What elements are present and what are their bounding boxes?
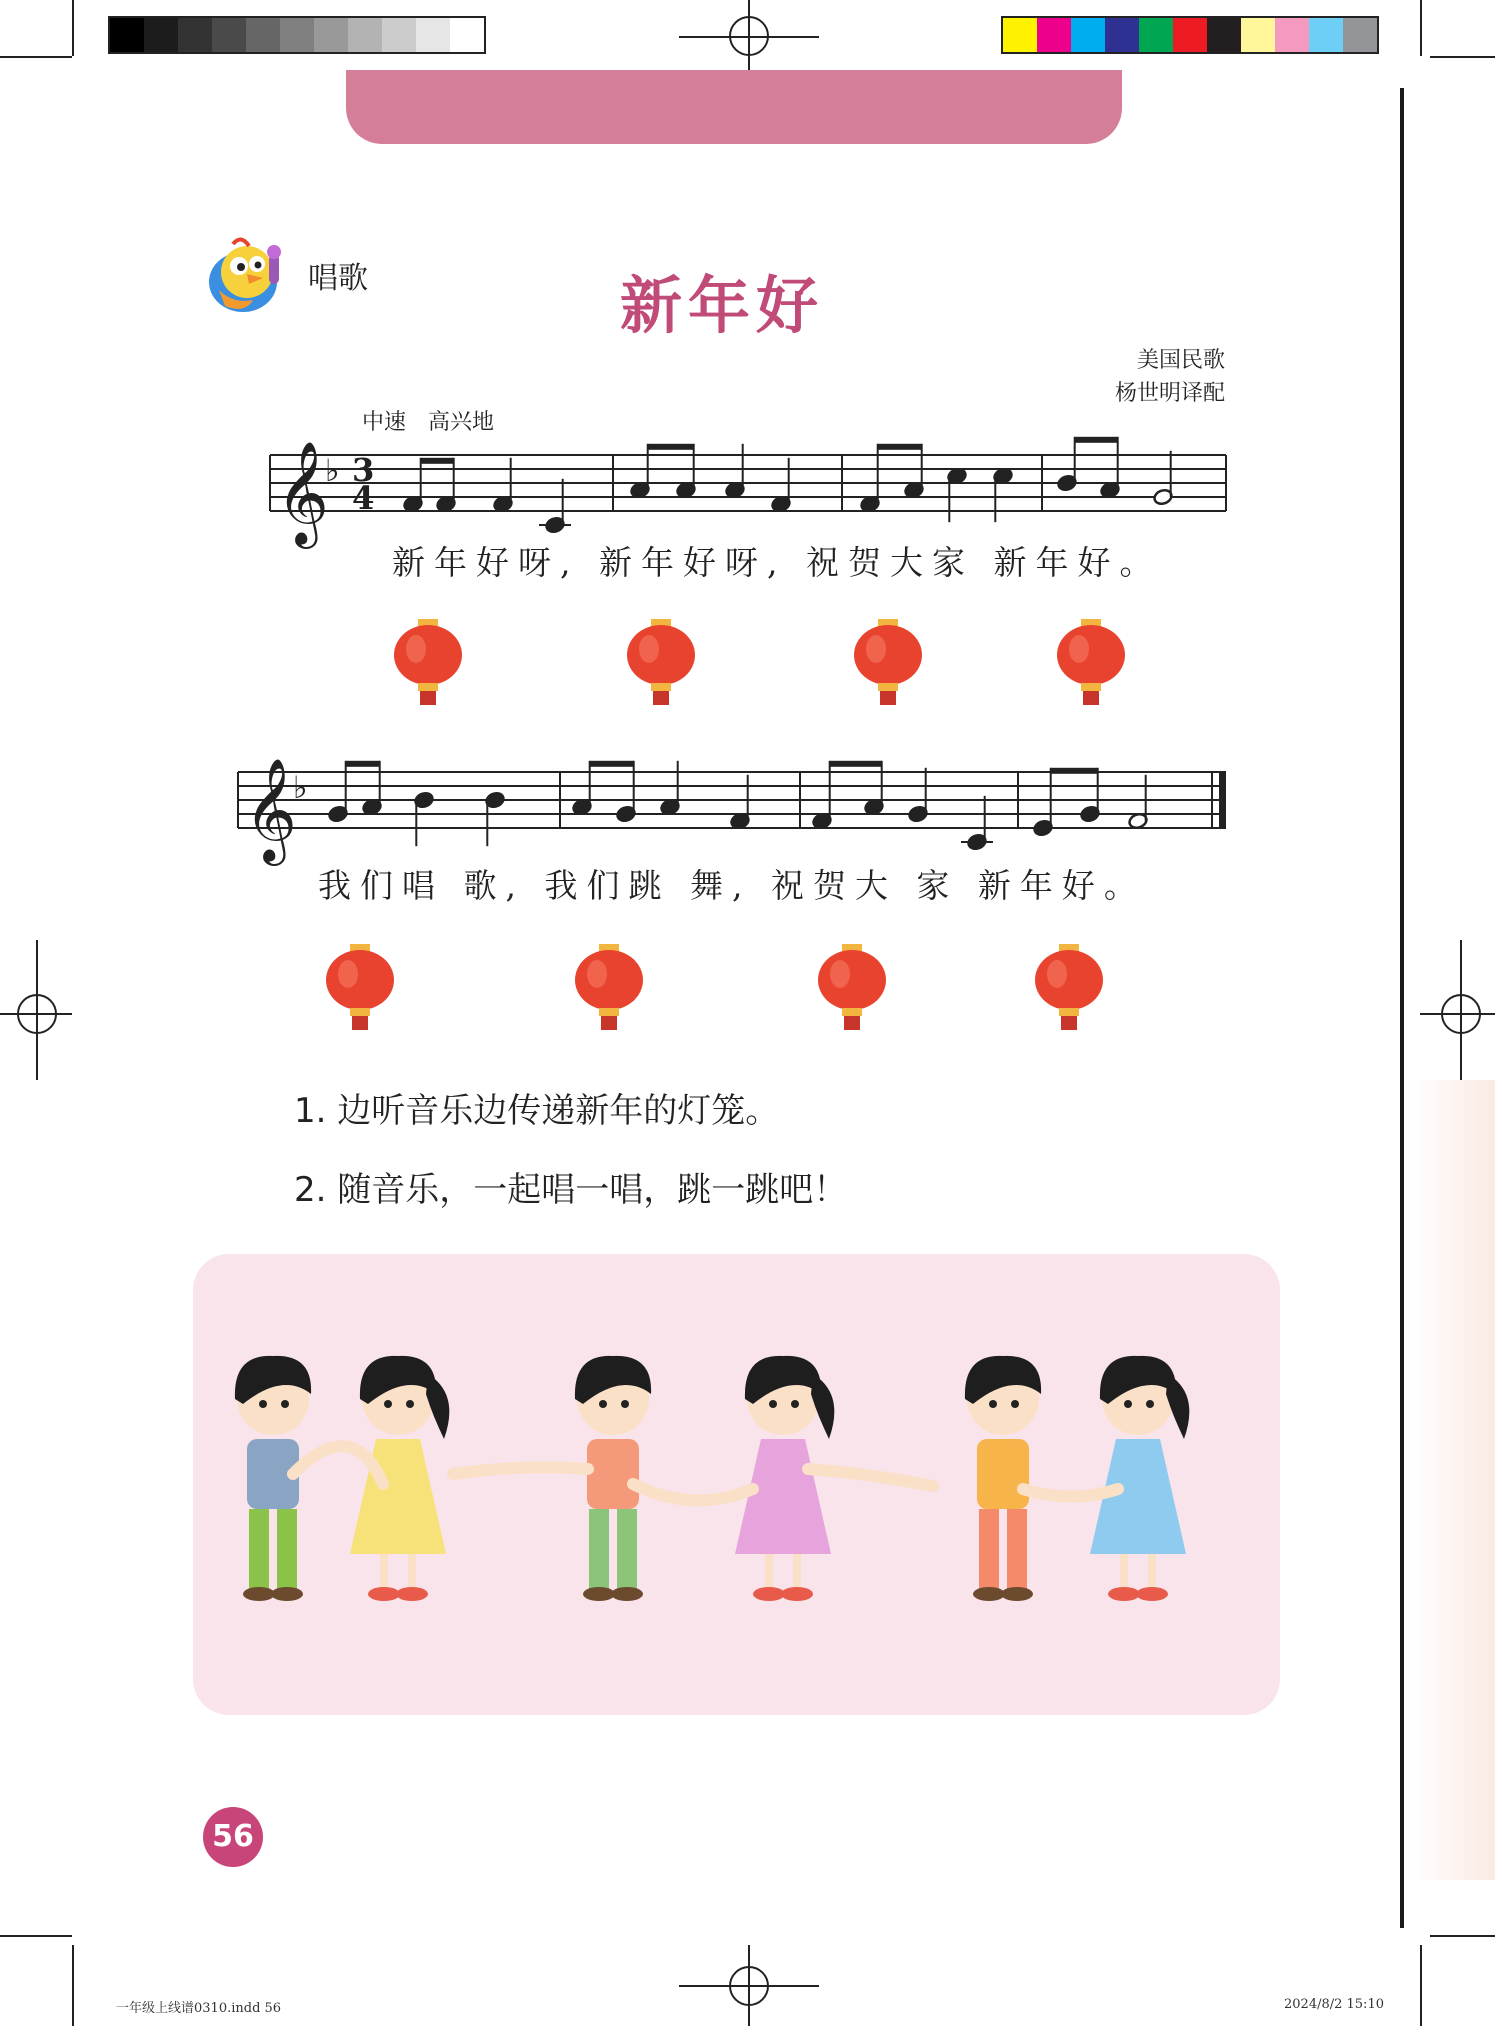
note-beam (346, 761, 380, 767)
music-staff-line-2 (0, 0, 1495, 880)
registration-mark-line (1460, 940, 1462, 1080)
tempo-marking: 中速 高兴地 (362, 410, 495, 435)
treble-clef: 𝄞 (276, 441, 329, 545)
time-signature-bottom: 4 (352, 479, 375, 517)
time-signature-top: 3 (352, 451, 375, 489)
registration-mark-line (748, 1945, 750, 2026)
lantern-icon (392, 617, 464, 707)
lantern-icon (852, 617, 924, 707)
lantern-icon (573, 942, 645, 1032)
credit-origin: 美国民歌 (1136, 348, 1225, 373)
note-beam (590, 761, 634, 767)
joined-arms (633, 1484, 753, 1500)
flat-key-signature: ♭ (293, 770, 308, 806)
outstretched-arm (808, 1469, 933, 1486)
registration-mark-line (36, 940, 38, 1080)
children-dancing-illustration (193, 1254, 1280, 1715)
note-beam (830, 761, 882, 767)
flat-key-signature: ♭ (325, 453, 340, 489)
outstretched-arm (453, 1467, 588, 1474)
lantern-icon (816, 942, 888, 1032)
song-title: 新年好 (620, 269, 825, 342)
lantern-icon (625, 617, 697, 707)
lantern-icon (324, 942, 396, 1032)
note-beam (1051, 768, 1098, 774)
boy-figure (965, 1356, 1041, 1601)
lyrics-line-2: 我们唱 歌, 我们跳 舞, 祝贺大 家 新年好。 (318, 866, 1146, 905)
lantern-icon (1033, 942, 1105, 1032)
final-bar-thick (1219, 772, 1226, 828)
girl-figure (735, 1356, 834, 1601)
instruction-2: 2. 随音乐，一起唱一唱，跳一跳吧！ (294, 1170, 848, 1210)
footer-file-label: 一年级上线谱0310.indd 56 (116, 2001, 282, 2016)
credit-translator: 杨世明译配 (1114, 381, 1225, 406)
girl-figure (350, 1356, 449, 1601)
joined-arms (1023, 1489, 1118, 1497)
registration-mark-line (1420, 1013, 1495, 1015)
footer-date-label: 2024/8/2 15:10 (1284, 1997, 1384, 2012)
side-tint (1410, 1080, 1495, 1880)
boy-figure (575, 1356, 651, 1601)
crop-mark (1430, 1935, 1495, 1937)
crop-mark (0, 1935, 72, 1937)
page-number-badge: 56 (203, 1807, 263, 1867)
treble-clef: 𝄞 (244, 758, 297, 862)
crop-mark (1420, 1945, 1422, 2026)
section-label: 唱歌 (308, 261, 368, 296)
lantern-icon (1055, 617, 1127, 707)
girl-figure (1090, 1356, 1189, 1601)
instruction-1: 1. 边听音乐边传递新年的灯笼。 (294, 1091, 780, 1131)
crop-mark (72, 1945, 74, 2026)
lyrics-line-1: 新年好呀, 新年好呀, 祝贺大家 新年好。 (392, 543, 1162, 582)
boy-figure (235, 1356, 311, 1601)
